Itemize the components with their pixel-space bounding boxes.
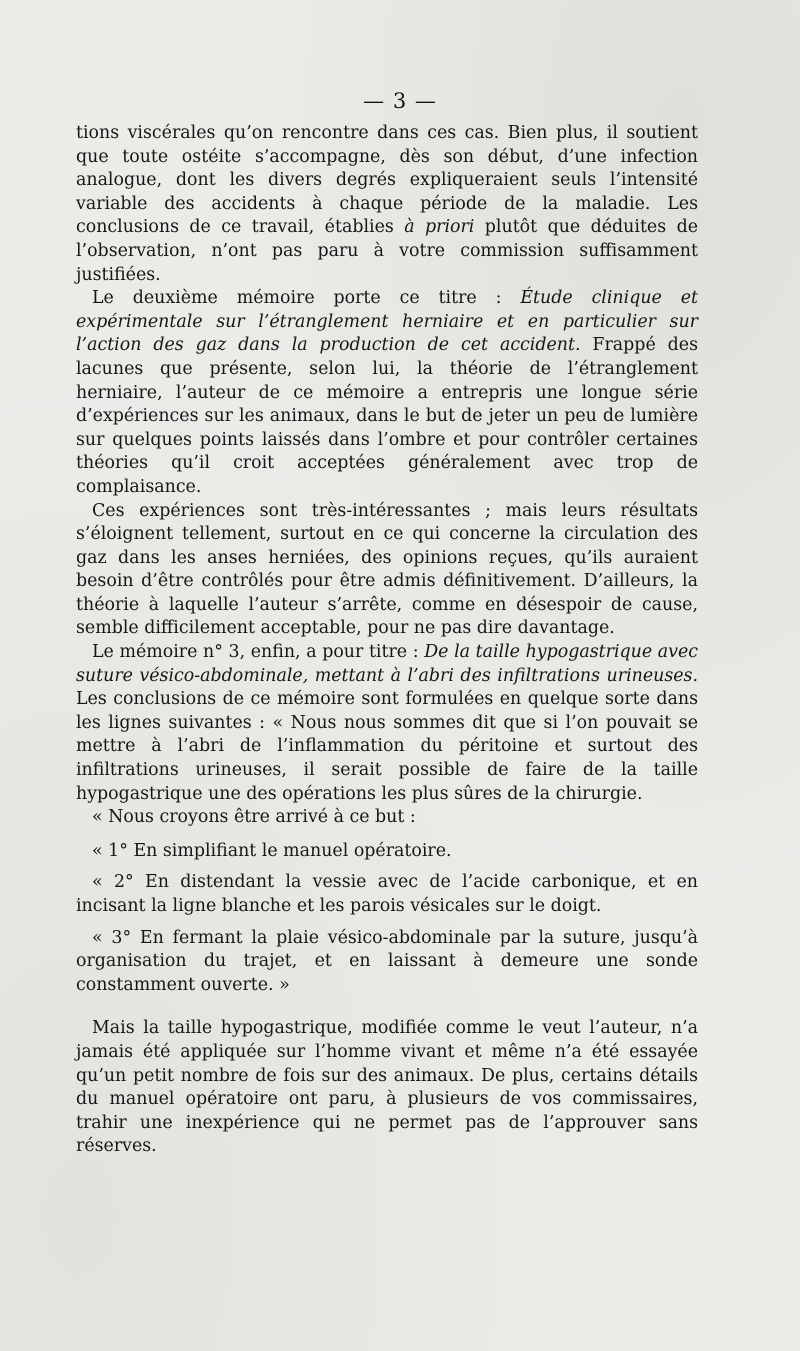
paragraph-p8 bbox=[76, 927, 698, 998]
italic-title: à priori bbox=[404, 217, 475, 238]
text-run: Frappé des lacunes que présente, selon lui, la théorie de l’étranglement herniaire, l’auteur de ce mémoire a entrepris une longue série d’expériences sur les animaux, dans le but de jeter un peu de lumière sur quelques points laissés dans l’ombre et pour contrôler certaines théories qu’il croit acceptées généralement avec trop de complaisance. bbox=[76, 335, 698, 497]
text-run: Le mémoire n° 3, enfin, a pour titre : bbox=[92, 642, 425, 663]
text-run: « Nous croyons être arrivé à ce but : bbox=[92, 807, 416, 828]
italic-title: Étude clinique et expérimentale sur l’étranglement herniaire et en particulier sur l’action des gaz dans la production de cet accident. bbox=[76, 288, 698, 356]
paragraph-p5 bbox=[76, 806, 698, 830]
text-run: « 1° En simplifiant le manuel opératoire. bbox=[92, 840, 452, 861]
page-number: — 3 — bbox=[363, 89, 437, 113]
body-text bbox=[76, 122, 698, 1159]
paragraph-p3 bbox=[76, 500, 698, 642]
text-run: « 3° En fermant la plaie vésico-abdominale par la suture, jusqu’à organisation du trajet, et en laissant à demeure une sonde constamment ouverte. » bbox=[76, 927, 698, 995]
text-run: « 2° En distendant la vessie avec de l’acide carbonique, et en incisant la ligne blanche et les parois vésicales sur le doigt. bbox=[76, 872, 698, 916]
italic-title: De la taille hypogastrique avec suture vésico-abdominale, mettant à l’abri des infiltrations urineuses. bbox=[76, 642, 698, 686]
paragraph-p4 bbox=[76, 641, 698, 806]
paragraph-p6 bbox=[76, 840, 698, 864]
text-run: Mais la taille hypogastrique, modifiée comme le veut l’auteur, n’a jamais été appliquée sur l’homme vivant et même n’a été essayée qu’un petit nombre de fois sur des animaux. De plus, certains détails du manuel opératoire ont paru, à plusieurs de vos commissaires, trahir une inexpérience qui ne permet pas de l’approuver sans réserves. bbox=[76, 1018, 698, 1157]
paragraph-p9 bbox=[76, 1017, 698, 1159]
text-run: Les conclusions de ce mémoire sont formulées en quelque sorte dans les lignes suivantes : « Nous nous sommes dit que si l’on pouvait se mettre à l’abri de l’inflammation du péritoine et surtout des infiltrations urineuses, il serait possible de faire de la taille hypogastrique une des opérations les plus sûres de la chirurgie. bbox=[76, 689, 698, 804]
text-run: tions viscérales qu’on rencontre dans ces cas. Bien plus, il soutient que toute ostéite s’accompagne, dès son début, d’une infection analogue, dont les divers degrés expliqueraient seuls l’intensité variable des accidents à chaque période de la maladie. Les conclusions de ce travail, établies bbox=[76, 123, 698, 238]
paragraph-p2 bbox=[76, 287, 698, 499]
text-run: Ces expériences sont très-intéressantes ; mais leurs résultats s’éloignent tellement, surtout en ce qui concerne la circulation des gaz dans les anses herniées, des opinions reçues, qu’ils auraient besoin d’être contrôlés pour être admis définitivement. D’ailleurs, la théorie à laquelle l’auteur s’arrête, comme en désespoir de cause, semble difficilement acceptable, pour ne pas dire davantage. bbox=[76, 500, 698, 639]
text-run: Le deuxième mémoire porte ce titre : bbox=[92, 288, 521, 309]
text-run: plutôt que déduites de l’observation, n’ont pas paru à votre commission suffisamment justifiées. bbox=[76, 217, 698, 285]
paragraph-p1 bbox=[76, 122, 698, 287]
paragraph-p7 bbox=[76, 871, 698, 918]
